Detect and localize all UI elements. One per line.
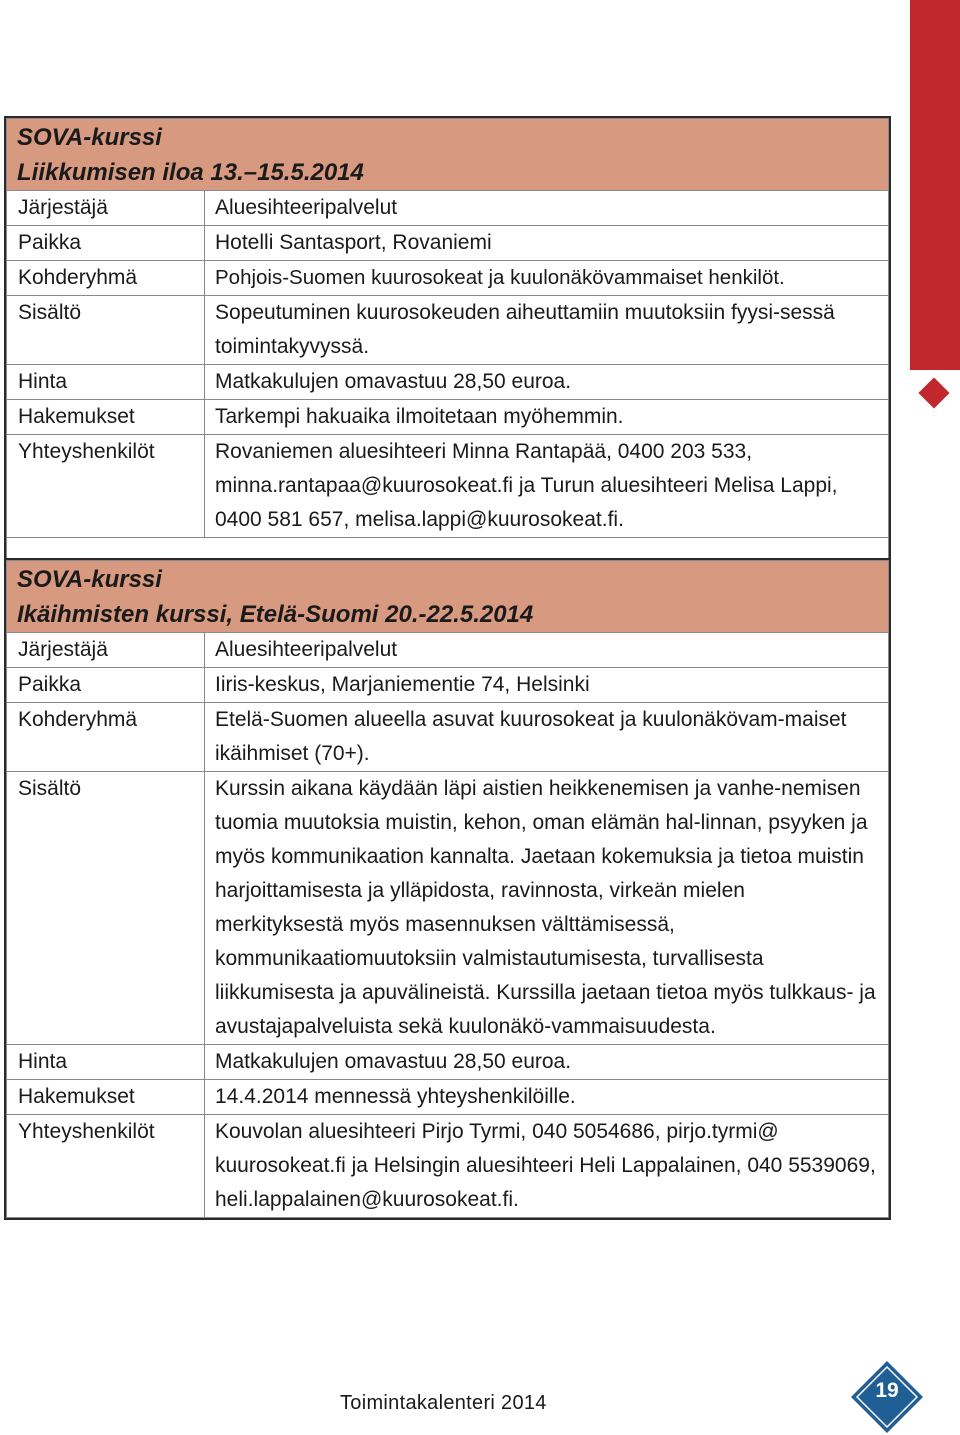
page-number-badge: [851, 1361, 923, 1433]
row-value: Etelä-Suomen alueella asuvat kuurosokeat ja kuulonäkövam-maiset ikäihmiset (70+).: [205, 703, 889, 772]
course-1-title-line1: SOVA-kurssi: [17, 124, 162, 151]
footer-title: Toimintakalenteri 2014: [340, 1392, 547, 1414]
row-value: Aluesihteeripalvelut: [205, 191, 889, 226]
table-row: [7, 1045, 889, 1080]
row-label: Hinta: [7, 1045, 205, 1080]
table-row: [7, 633, 889, 668]
table-row: [7, 365, 889, 400]
row-value: Aluesihteeripalvelut: [205, 633, 889, 668]
row-label: Hinta: [7, 365, 205, 400]
row-label: Yhteyshenkilöt: [7, 1115, 205, 1218]
row-label: Sisältö: [7, 296, 205, 365]
course-1-title: [7, 119, 889, 191]
row-value: Sopeutuminen kuurosokeuden aiheuttamiin muutoksiin fyysi-sessä toimintakyvyssä.: [205, 296, 889, 365]
row-label: Kohderyhmä: [7, 703, 205, 772]
row-label: Hakemukset: [7, 400, 205, 435]
row-value: 14.4.2014 mennessä yhteyshenkilöille.: [205, 1080, 889, 1115]
course-2-table: [6, 560, 889, 1218]
table-row: [7, 191, 889, 226]
row-label: Kohderyhmä: [7, 261, 205, 296]
table-row: [7, 1080, 889, 1115]
table-row: [7, 772, 889, 1045]
row-value: Matkakulujen omavastuu 28,50 euroa.: [205, 1045, 889, 1080]
row-value: Iiris-keskus, Marjaniementie 74, Helsinki: [205, 668, 889, 703]
row-value: Hotelli Santasport, Rovaniemi: [205, 226, 889, 261]
side-accent-bar: [910, 0, 960, 370]
row-label: Paikka: [7, 226, 205, 261]
row-label: Sisältö: [7, 772, 205, 1045]
table-row: [7, 703, 889, 772]
row-label: Järjestäjä: [7, 633, 205, 668]
row-label: Hakemukset: [7, 1080, 205, 1115]
row-value: Rovaniemen aluesihteeri Minna Rantapää, 0400 203 533, minna.rantapaa@kuurosokeat.fi ja Turun aluesihteeri Melisa Lappi, 0400 581 657, melisa.lappi@kuurosokeat.fi.: [205, 435, 889, 538]
table-row: [7, 261, 889, 296]
row-label: Paikka: [7, 668, 205, 703]
row-value: Matkakulujen omavastuu 28,50 euroa.: [205, 365, 889, 400]
row-label: Yhteyshenkilöt: [7, 435, 205, 538]
table-row: [7, 400, 889, 435]
page-number: 19: [875, 1379, 899, 1402]
table-row: [7, 668, 889, 703]
course-2-title: [7, 561, 889, 633]
course-1-table: [6, 118, 889, 567]
course-card-1: [4, 116, 891, 569]
table-row: [7, 435, 889, 538]
row-value: Kurssin aikana käydään läpi aistien heikkenemisen ja vanhe-nemisen tuomia muutoksia muistin, kehon, oman elämän hal-linnan, psyyken ja myös kommunikaation kannalta. Jaetaan kokemuksia ja tietoa muistin harjoittamisesta ja ylläpidosta, ravinnosta, virkeän mielen merkityksestä myös masennuksen välttämisessä, kommunikaatiomuutoksiin valmistautumisesta, turvallisesta liikkumisesta ja apuvälineistä. Kurssilla jaetaan tietoa myös tulkkaus- ja avustajapalveluista sekä kuulonäkö-vammaisuudesta.: [205, 772, 889, 1045]
course-2-title-line2: Ikäihmisten kurssi, Etelä-Suomi 20.-22.5.2014: [17, 601, 534, 628]
course-1-title-line2: Liikkumisen iloa 13.–15.5.2014: [17, 159, 364, 186]
table-row: [7, 1115, 889, 1218]
row-value: Kouvolan aluesihteeri Pirjo Tyrmi, 040 5054686, pirjo.tyrmi@ kuurosokeat.fi ja Helsingin aluesihteeri Heli Lappalainen, 040 5539069, heli.lappalainen@kuurosokeat.fi.: [205, 1115, 889, 1218]
row-value: Pohjois-Suomen kuurosokeat ja kuulonäkövammaiset henkilöt.: [205, 261, 889, 296]
course-2-title-line1: SOVA-kurssi: [17, 566, 162, 593]
row-label: Järjestäjä: [7, 191, 205, 226]
table-row: [7, 296, 889, 365]
row-value: Tarkempi hakuaika ilmoitetaan myöhemmin.: [205, 400, 889, 435]
course-card-2: [4, 558, 891, 1220]
diamond-marker-icon: [918, 377, 949, 408]
table-row: [7, 226, 889, 261]
